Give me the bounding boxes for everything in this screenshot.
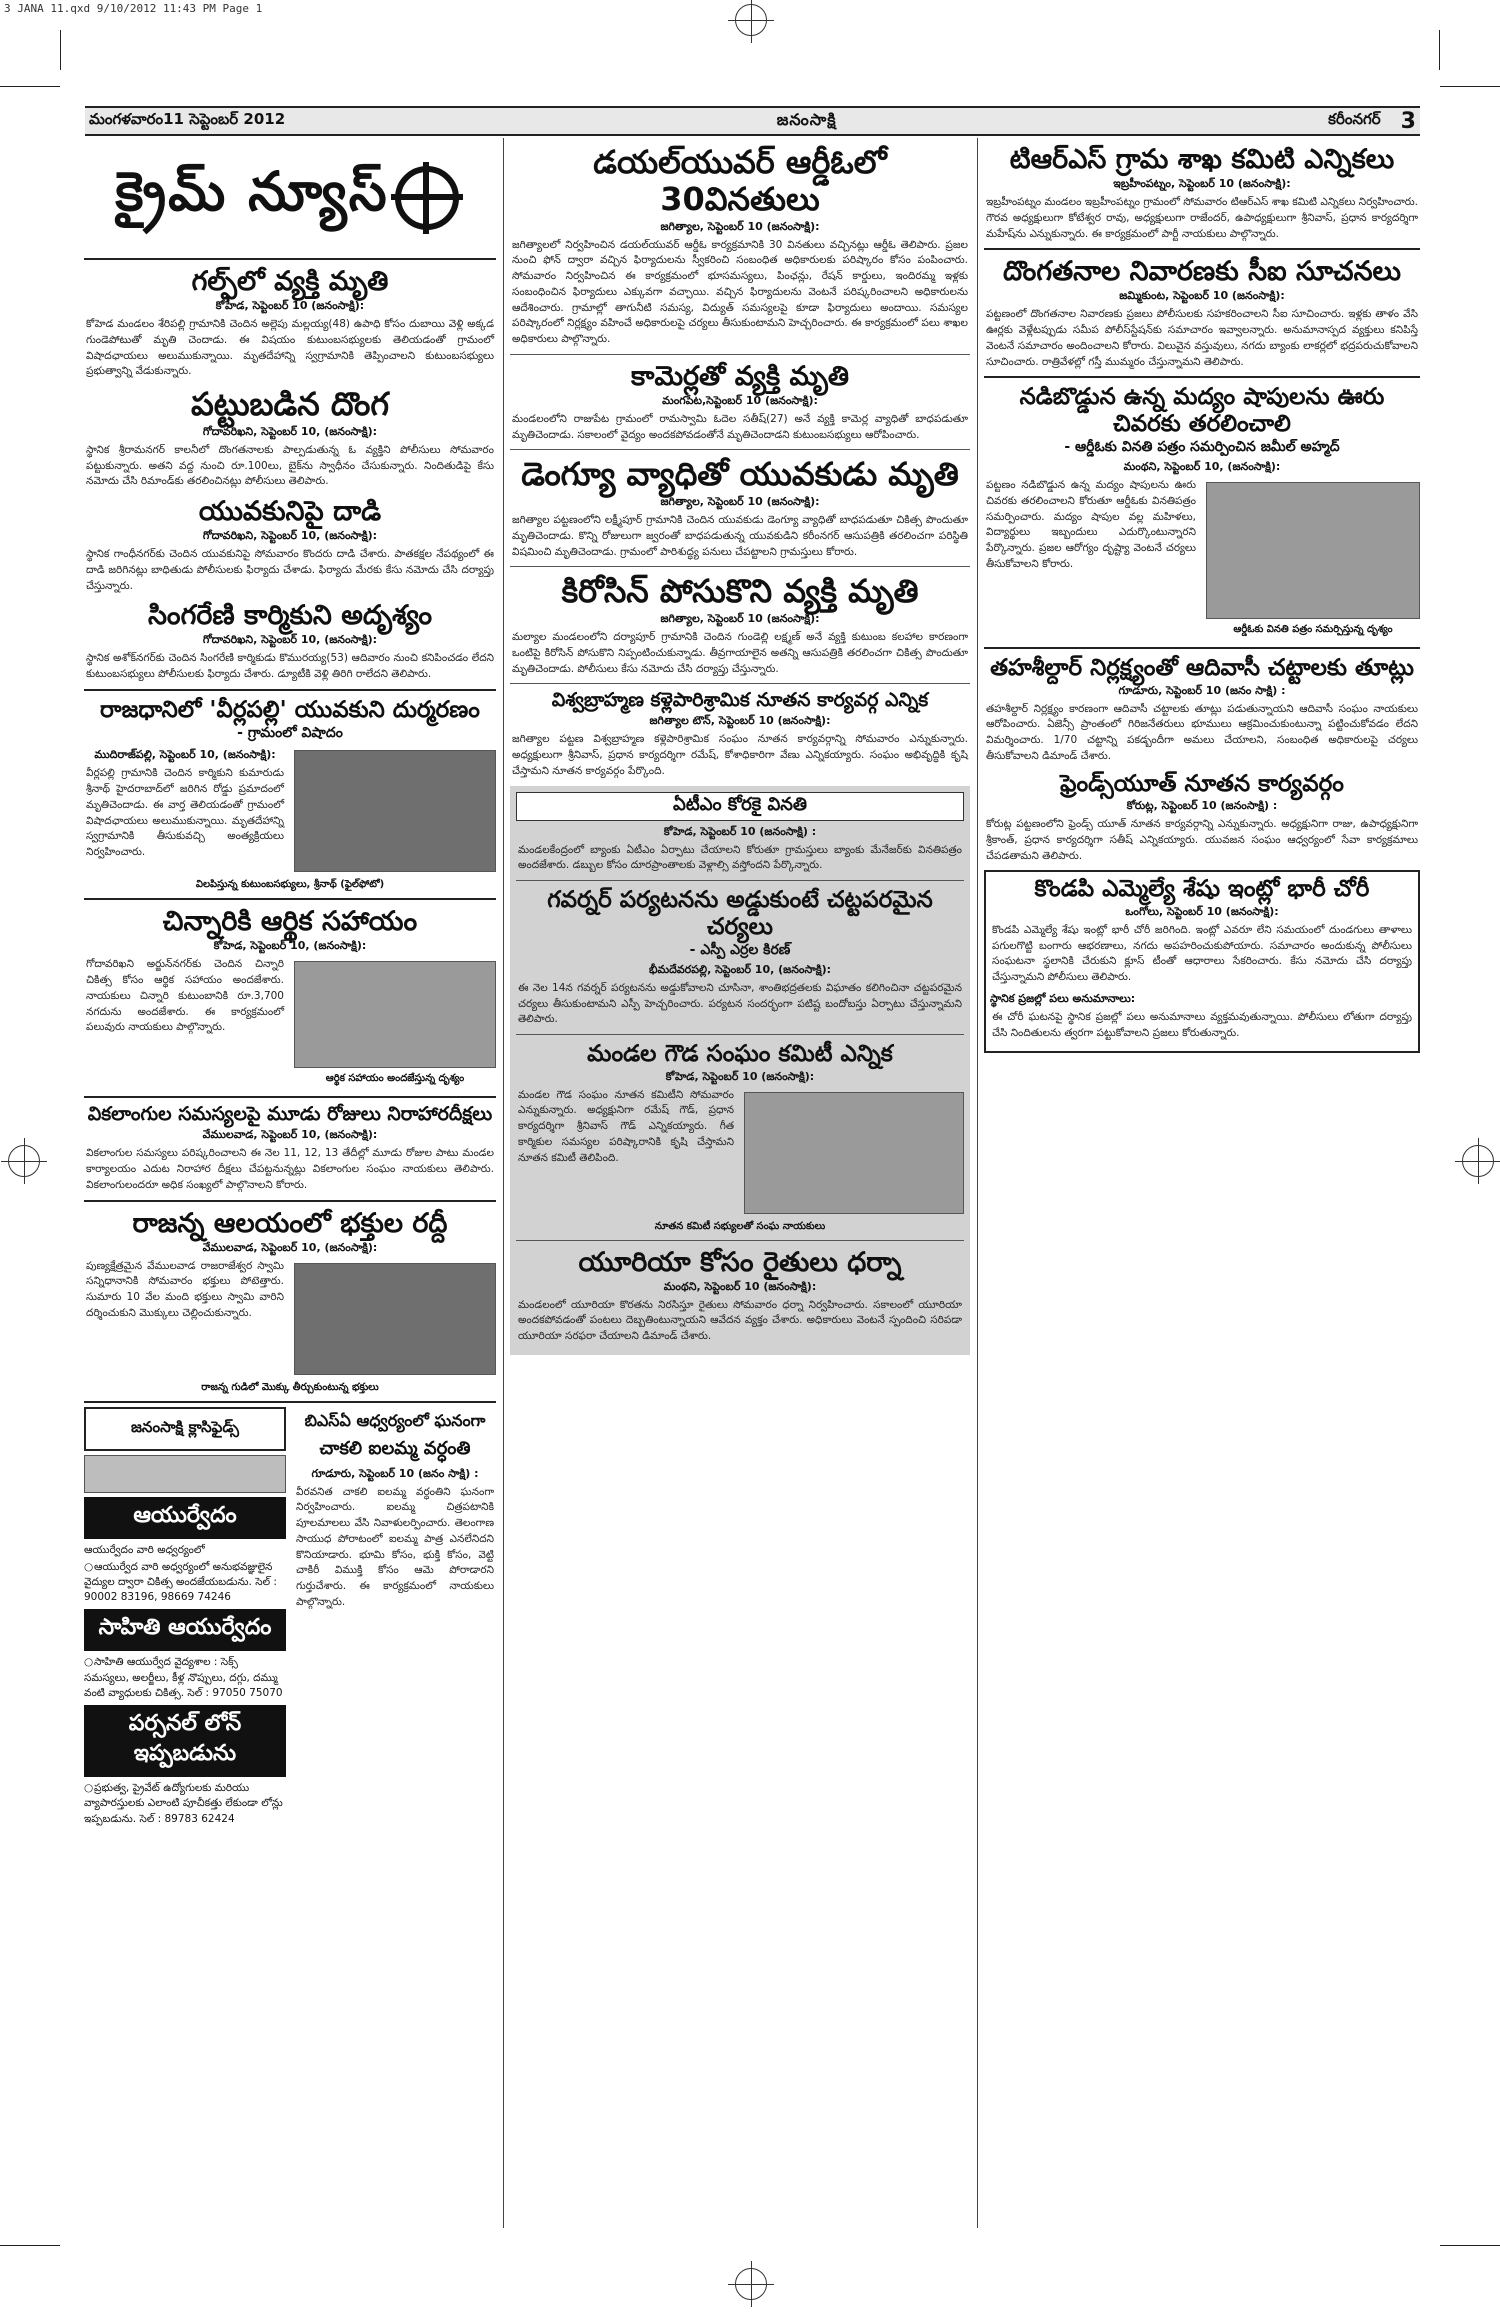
registration-mark [735,4,767,36]
article-body: కొండపి ఎమ్మెల్యే శేషు ఇంట్లో భారీ చోరీ జరిగింది. ఇంట్లో ఎవరూ లేని సమయంలో దుండగులు తాళాలు పగులగొట్టి బంగారు ఆభరణాలు, నగదు అపహరించుకుపోయారు. సమాచారం అందుకున్న పోలీసులు సంఘటనా స్థలానికి చేరుకుని క్లూస్ టీంతో ఆధారాలు సేకరించారు. కేసు నమోదు చేసి దర్యాప్తు చేస్తున్నామని పోలీసులు తెలిపారు. [992,923,1412,984]
crop-mark [1440,86,1500,87]
divider [984,647,1420,649]
article-body: పుణ్యక్షేత్రమైన వేములవాడ రాజరాజేశ్వర స్వామి సన్నిధానానికి సోమవారం భక్తులు పోటెత్తారు. సుమారు 10 వేల మంది భక్తులు స్వామి వారిని దర్శించుకుని మొక్కులు చెల్లించుకున్నారు. [86,1259,284,1319]
crop-mark [60,30,61,70]
crop-mark [0,2245,60,2246]
ad-text: సాహితి ఆయుర్వేద వైద్యశాల : సెక్స్ సమస్యలు, అలర్జీలు, కీళ్ల నొప్పులు, దగ్గు, దమ్ము వంటి వ్యాధులకు చికిత్స. సెల్ : 97050 75070 [84,1656,283,1699]
headline: చిన్నారికి ఆర్థిక సహాయం [162,906,418,938]
column-1 [84,138,496,1829]
dateline: గూడూరు, సెప్టెంబర్ 10 (జనం సాక్షి) : [1118,683,1286,697]
headline: ఏటీఎం కోరకై వినతి [516,792,964,821]
article-body: మండలంలోని రాజుపేట గ్రామంలో రామస్వామి ఓదెల సతీష్(27) అనే వ్యక్తి కామెర్ల వ్యాధితో బాధపడుతూ మృతిచెందాడు. సకాలంలో వైద్యం అందకపోవడంతోనే మృతిచెందాడని కుటుంబసభ్యులు ఆరోపించారు. [512,412,968,441]
dateline: గూడూరు, సెప్టెంబర్ 10 (జనం సాక్షి) : [311,1466,479,1480]
article-body: ఈ చోరీ ఘటనపై స్థానిక ప్రజల్లో పలు అనుమానాలు వ్యక్తమవుతున్నాయి. పోలీసులు లోతుగా దర్యాప్తు చేసి నిందితులను త్వరగా పట్టుకోవాలని ప్రజలు కోరుతున్నారు. [992,1010,1412,1039]
article-body: పట్టణం నడిబొడ్డున ఉన్న మద్యం షాపులను ఊరు చివరకు తరలించాలని కోరుతూ ఆర్డీఓకు వినతిపత్రం సమర్పించారు. మద్యం షాపుల వల్ల మహిళలు, విద్యార్థులు ఇబ్బందులు ఎదుర్కొంటున్నారని పేర్కొన్నారు. ప్రజల ఆరోగ్యం దృష్ట్యా వెంటనే చర్యలు తీసుకోవాలని కోరారు. [986,479,1196,570]
column-divider [503,138,504,2228]
headline: ఫ్రెండ్స్‌యూత్ నూతన కార్యవర్గం [1060,770,1344,797]
headline: గల్ఫ్‌లో వ్యక్తి మృతి [191,266,389,297]
article-body: స్థానిక శ్రీరామనగర్ కాలనీలో దొంగతనాలకు పాల్పడుతున్న ఓ వ్యక్తిని పోలీసులు సోమవారం పట్టుకున్నారు. అతని వద్ద నుంచి రూ.100లు, బైక్‌ను స్వాధీనం చేసుకున్నారు. నిందితుడిపై కేసు నమోదు చేసి రిమాండ్‌కు తరలించినట్లు పోలీసులు తెలిపారు. [86,443,494,488]
column-3 [984,138,1420,1059]
crop-mark [1439,30,1440,70]
dateline: కోహెడ, సెప్టెంబర్ 10 (జనంసాక్షి) : [663,824,817,838]
headline: డెంగ్యూ వ్యాధితో యువకుడు మృతి [521,455,959,494]
print-slug: 3 JANA 11.qxd 9/10/2012 11:43 PM Page 1 [4,2,263,15]
headline: వికలాంగుల సమస్యలపై మూడు రోజులు నిరాహారదీక్షలు [87,1103,493,1126]
headline: బిఎస్‌ఏ ఆధ్వర్యంలో ఘనంగా [304,1410,486,1430]
article-body: జగిత్యాల పట్టణ విశ్వబ్రాహ్మణ కళ్లెపారిశ్రామిక సంఘం నూతన కార్యవర్గాన్ని సోమవారం ఎన్నుకున్నారు. అధ్యక్షులుగా శ్రీనివాస్, ప్రధాన కార్యదర్శిగా రమేష్, కోశాధికారిగా వేణు ఎన్నికయ్యారు. సంఘం అభివృద్ధికి కృషి చేస్తామని నూతన కార్యవర్గం పేర్కొంది. [512,733,968,777]
headline: కిరోసిన్ పోసుకొని వ్యక్తి మృతి [561,572,919,611]
dateline: మంగపేట,సెప్టెంబర్ 10 (జనంసాక్షి): [662,393,818,407]
divider [516,1034,964,1035]
news-photo [1206,482,1420,619]
subheadline: - ఎస్పీ ఎర్రల కిరణ్ [689,941,791,958]
dateline: ఇబ్రహీంపట్నం, సెప్టెంబర్ 10 (జనంసాక్షి): [1113,177,1291,191]
divider [510,566,970,567]
headline: టిఆర్ఎస్ గ్రామ శాఖ కమిటి ఎన్నికలు [1009,144,1395,175]
dateline: ఒంగోలు, సెప్టెంబర్ 10 (జనంసాక్షి): [1125,904,1279,918]
headline: మండల గౌడ సంఘం కమిటీ ఎన్నిక [587,1041,893,1068]
ayurveda-box-subtitle: ఆయుర్వేదం వారి అధ్వర్యంలో [84,1543,205,1556]
column-divider [977,138,978,2228]
dateline: కోహెడ, సెప్టెంబర్ 10, (జనంసాక్షి): [213,939,367,953]
article-body: తహశీల్దార్ నిర్లక్ష్యం కారణంగా ఆదివాసీ చట్టాలకు తూట్లు పడుతున్నాయని ఆదివాసీ సంఘం నాయకులు ఆరోపించారు. ఏజెన్సీ ప్రాంతంలో గిరిజనేతరులు భూములు ఆక్రమించుకుంటున్నా పట్టించుకోవడం లేదని విమర్శించారు. 1/70 చట్టాన్ని పకడ్బందీగా అమలు చేయాలని, సంబంధిత అధికారులపై చర్యలు తీసుకోవాలని డిమాండ్ చేశారు. [986,702,1418,762]
article-body: పట్టణంలో దొంగతనాల నివారణకు ప్రజలు పోలీసులకు సహకరించాలని సీఐ సూచించారు. ఇళ్లకు తాళం వేసి ఊర్లకు వెళ్లేటప్పుడు సమీప పోలీస్‌స్టేషన్‌కు సమాచారం ఇవ్వాలన్నారు. అనుమానాస్పద వ్యక్తులు కనిపిస్తే వెంటనే సమాచారం అందించాలని కోరారు. విలువైన వస్తువులు, నగదు బ్యాంకు లాకర్లలో భద్రపరుచుకోవాలని సూచించారు. రాత్రివేళల్లో గస్తీ ముమ్మరం చేస్తున్నామని తెలిపారు. [986,308,1418,368]
article-body: మండలకేంద్రంలో బ్యాంకు ఏటీఎం ఏర్పాటు చేయాలని కోరుతూ గ్రామస్తులు బ్యాంకు మేనేజర్‌కు వినతిపత్రం అందజేశారు. డబ్బుల కోసం దూరప్రాంతాలకు వెళ్లాల్సి వస్తోందని పేర్కొన్నారు. [518,843,962,872]
sahiti-box: సాహితి ఆయుర్వేదం [84,1609,286,1651]
headline: యూరియా కోసం రైతులు ధర్నా [578,1246,902,1278]
classifieds-logo: జనంసాక్షి క్లాసిఫైడ్స్ [84,1407,286,1451]
dateline: మంథని, సెప్టెంబర్ 10, (జనంసాక్షి): [1123,460,1281,474]
headline: నడిబొడ్డున ఉన్న మద్యం షాపులను ఊరు చివరకు తరలించాలి [1019,384,1385,437]
article-body: ఈ నెల 14న గవర్నర్ పర్యటనను అడ్డుకోవాలని చూసినా, శాంతిభద్రతలకు విఘాతం కలిగించినా చట్టపరమైన చర్యలు తీసుకుంటామని ఎస్పీ హెచ్చరించారు. పర్యటన సందర్భంగా పటిష్ట బందోబస్తు ఏర్పాటు చేస్తున్నామని తెలిపారు. [518,981,962,1026]
headline: కామెర్లతో వ్యక్తి మృతి [631,360,849,392]
dateline: జగిత్యాల, సెప్టెంబర్ 10 (జనంసాక్షి): [660,219,820,233]
divider [516,1240,964,1241]
divider [84,898,496,900]
dateline: జమ్మికుంట, సెప్టెంబర్ 10 (జనంసాక్షి): [1119,289,1285,303]
photo-caption: రాజన్న గుడిలో మొక్కు తీర్చుకుంటున్న భక్తులు [201,1381,379,1393]
headline: కొండపి ఎమ్మెల్యే శేషు ఇంట్లో భారీ చోరీ [1034,876,1370,903]
article-body: ఇబ్రహీంపట్నం మండలం ఇబ్రహీంపట్నం గ్రామంలో సోమవారం టిఆర్ఎస్ శాఖ కమిటి ఎన్నికలు నిర్వహించారు. గౌరవ అధ్యక్షులుగా కోటేశ్వర రావు, అధ్యక్షులుగా రాజేందర్, ఉపాధ్యక్షులుగా శ్రీనివాస్, ప్రధాన కార్యదర్శిగా మహేష్‌ను ఎన్నుకున్నారు. ఈ కార్యక్రమంలో పార్టీ నాయకులు పాల్గొన్నారు. [986,196,1418,240]
boxed-article [984,870,1420,1053]
article-body: కోరుట్ల పట్టణంలోని ఫ్రెండ్స్ యూత్ నూతన కార్యవర్గాన్ని ఎన్నుకున్నారు. అధ్యక్షునిగా రాజు, ఉపాధ్యక్షునిగా శ్రీకాంత్, ప్రధాన కార్యదర్శిగా సతీష్ ఎన్నికయ్యారు. యువజన సంఘం ఆధ్వర్యంలో సేవా కార్యక్రమాలు చేపడతామని తెలిపారు. [986,818,1418,862]
article-body: కోహెడ మండలం శేరిపల్లి గ్రామానికి చెందిన అల్లెపు మల్లయ్య(48) ఉపాధి కోసం దుబాయి వెళ్లి అక్కడ గుండెపోటుతో మృతి చెందాడు. ఈ విషయం కుటుంబసభ్యులకు తెలియడంతో గ్రామంలో విషాదఛాయలు అలుముకున్నాయి. మృతదేహాన్ని స్వగ్రామానికి తెప్పించాలని కుటుంబసభ్యులు ప్రభుత్వాన్ని వేడుకున్నారు. [86,318,494,378]
divider [84,1401,496,1403]
dateline: వేములవాడ, సెప్టెంబర్ 10, (జనంసాక్షి): [202,1240,378,1254]
crime-news-logo-text: క్రైమ్ న్యూస్ [115,159,389,223]
ayurveda-banner-image [84,1455,286,1493]
crop-mark [1440,2245,1500,2246]
photo-caption: విలపిస్తున్న కుటుంబసభ్యులు, శ్రీనాథ్ (ఫైల్‌ఫోటో) [195,879,385,891]
dateline: కోహెడ, సెప్టెంబర్ 10 (జనంసాక్షి): [215,299,365,313]
article-body: వీర్లపల్లి గ్రామానికి చెందిన కార్మికుని కుమారుడు శ్రీనాథ్ హైదరాబాద్‌లో జరిగిన రోడ్డు ప్రమాదంలో మృతిచెందాడు. ఈ వార్త తెలియడంతో గ్రామంలో విషాదఛాయలు అలుముకున్నాయి. మృతదేహాన్ని స్వగ్రామానికి తీసుకువచ్చి అంత్యక్రియలు నిర్వహించారు. [86,767,284,859]
loan-box: పర్సనల్ లోన్ ఇప్పబడును [84,1705,286,1777]
registration-mark [735,2268,767,2300]
headline: రాజన్న ఆలయంలో భక్తుల రద్దీ [132,1207,448,1239]
article-body: వికలాంగుల సమస్యలు పరిష్కరించాలని ఈ నెల 11, 12, 13 తేదీల్లో మూడు రోజుల పాటు మండల కార్యాలయం ఎదుట నిరాహార దీక్షలు చేపట్టనున్నట్లు వికలాంగుల సంఘం నాయకులు తెలిపారు. వికలాంగులందరూ అధిక సంఖ్యలో పాల్గొనాలని కోరారు. [86,1147,494,1191]
article-body: స్థానిక అశోక్‌నగర్‌కు చెందిన సింగరేణి కార్మికుడు కొమురయ్య(53) ఆదివారం నుంచి కనిపించడం లేదని కుటుంబసభ్యులు పోలీసులకు ఫిర్యాదు చేశారు. డ్యూటీకి వెళ్లి తిరిగి రాలేదని తెలిపారు. [86,652,494,681]
classified-ad: ○ప్రభుత్వ, ప్రైవేట్ ఉద్యోగులకు మరియు వ్యాపారస్తులకు ఎలాంటి పూచీకత్తు లేకుండా లోన్లు ఇప్పబడును. సెల్ : 89783 62424 [84,1782,283,1825]
classifieds-section [84,1407,496,1829]
dateline: ముదిరాజ్‌పల్లి, సెప్టెంబర్ 10, (జనంసాక్షి): [94,748,276,762]
divider [516,880,964,881]
registration-mark [1462,1145,1494,1177]
registration-mark [8,1145,40,1177]
dateline: వేములవాడ, సెప్టెంబర్ 10, (జనంసాక్షి): [202,1128,378,1142]
article-body: జగిత్యాలలో నిర్వహించిన డయల్‌యువర్ ఆర్డీఓ కార్యక్రమానికి 30 వినతులు వచ్చినట్లు ఆర్డీఓ తెలిపారు. ప్రజల నుంచి ఫోన్ ద్వారా వచ్చిన ఫిర్యాదులను స్వీకరించి సంబంధిత అధికారులకు పరిష్కారం కోసం పంపించారు. సోమవారం నిర్వహించిన ఈ కార్యక్రమంలో భూసమస్యలు, పింఛన్లు, రేషన్ కార్డులు, ఇందిరమ్మ ఇళ్లకు సంబంధించిన ఫిర్యాదులు ఎక్కువగా వచ్చాయి. వచ్చిన ఫిర్యాదులను వెంటనే పరిష్కరించాలని అధికారులను ఆదేశించారు. గ్రామాల్లో తాగునీటి సమస్య, విద్యుత్ సమస్యలపై కూడా ఫిర్యాదులు అందాయి. సమస్యల పరిష్కారంలో నిర్లక్ష్యం వహించే అధికారులపై చర్యలు తీసుకుంటామని హెచ్చరించారు. ఈ కార్యక్రమంలో పలు శాఖల అధికారులు పాల్గొన్నారు. [512,238,968,346]
photo-caption: ఆర్థిక సహాయం అందజేస్తున్న దృశ్యం [325,1073,465,1085]
dateline: జగిత్యాల, సెప్టెంబర్ 10 (జనంసాక్షి): [660,495,820,509]
divider [510,683,970,684]
divider [510,449,970,450]
issue-date: మంగళవారం11 సెప్టెంబర్ 2012 [89,110,286,128]
divider [84,1200,496,1202]
subheadline: - ఆర్డీఓకు వినతి పత్రం సమర్పించిన జమీల్ అహ్మద్ [1064,439,1340,456]
headline: యువకునిపై దాడి [198,496,382,528]
photo-caption: ఆర్డీఓకు వినతి పత్రం సమర్పిస్తున్న దృశ్యం [1233,624,1393,636]
dateline: మంథని, సెప్టెంబర్ 10 (జనంసాక్షి): [663,1279,817,1293]
divider [510,354,970,355]
dateline: కోహెడ, సెప్టెంబర్ 10 (జనంసాక్షి): [665,1069,815,1083]
headline: పట్టుబడిన దొంగ [191,385,389,424]
subheading: స్థానిక ప్రజల్లో పలు అనుమానాలు: [990,991,1136,1005]
dateline: గోదావరిఖని, సెప్టెంబర్ 10, (జనంసాక్షి): [202,424,378,438]
divider [984,376,1420,378]
headline: చాకలి ఐలమ్మ వర్ధంతి [319,1437,471,1459]
article-body: వీరవనిత చాకలి ఐలమ్మ వర్ధంతిని ఘనంగా నిర్వహించారు. ఐలమ్మ చిత్రపటానికి పూలమాలలు వేసి నివాళులర్పించారు. తెలంగాణ సాయుధ పోరాటంలో ఐలమ్మ పాత్ర ఎనలేనిదని కొనియాడారు. భూమి కోసం, భుక్తి కోసం, వెట్టి చాకిరీ విముక్తి కోసం ఆమె పోరాడారని గుర్తుచేశారు. ఈ కార్యక్రమంలో నాయకులు పాల్గొన్నారు. [296,1485,494,1608]
dateline: జగిత్యాల టౌన్, సెప్టెంబర్ 10 (జనంసాక్షి): [649,714,831,728]
article-body: మల్యాల మండలంలోని దర్యాపూర్ గ్రామానికి చెందిన గుండెల్లి లక్ష్మణ్ అనే వ్యక్తి కుటుంబ కలహాల కారణంగా ఒంటిపై కిరోసిన్ పోసుకొని నిప్పంటించుకున్నాడు. తీవ్రగాయాలైన అతన్ని ఆసుపత్రికి తరలించగా చికిత్స పొందుతూ మృతిచెందాడు. పోలీసులు కేసు నమోదు చేసి దర్యాప్తు చేస్తున్నారు. [512,631,968,675]
divider [84,689,496,691]
headline: దొంగతనాల నివారణకు సీఐ సూచనలు [1002,256,1402,288]
dateline: కోరుట్ల, సెప్టెంబర్ 10 (జనంసాక్షి) : [1126,799,1278,813]
crop-mark [0,86,60,87]
photo-caption: నూతన కమిటీ సభ్యులతో సంఘ నాయకులు [654,1220,826,1232]
crosshair-icon [395,166,459,230]
ayurveda-box: ఆయుర్వేదం [84,1497,286,1539]
headline: గవర్నర్ పర్యటనను అడ్డుకుంటే చట్టపరమైన చర్యలు [547,887,933,940]
divider [84,1096,496,1098]
article-body: మండలంలో యూరియా కొరతను నిరసిస్తూ రైతులు సోమవారం ధర్నా నిర్వహించారు. సకాలంలో యూరియా అందకపోవడంతో పంటలు దెబ్బతింటున్నాయని ఆవేదన వ్యక్తం చేశారు. అధికారులు వెంటనే స్పందించి సరిపడా యూరియా సరఫరా చేయాలని డిమాండ్ చేశారు. [518,1298,962,1343]
headline: డయల్‌యువర్ ఆర్డీఓలో 30వినతులు [593,143,887,218]
masthead-logo: జనంసాక్షి [776,109,837,129]
article-body: మండల గౌడ సంఘం నూతన కమిటీని సోమవారం ఎన్నుకున్నారు. అధ్యక్షునిగా రమేష్ గౌడ్, ప్రధాన కార్యదర్శిగా శ్రీనివాస్ గౌడ్ ఎన్నికయ్యారు. గీత కార్మికుల సమస్యల పరిష్కారానికి కృషి చేస్తామని నూతన కమిటీ తెలిపింది. [518,1088,734,1164]
headline: రాజధానిలో 'వీర్లపల్లి' యువకుని దుర్మరణం [100,696,480,723]
article-body: స్థానిక గాంధీనగర్‌కు చెందిన యువకునిపై సోమవారం కొందరు దాడి చేశారు. పాతకక్షల నేపథ్యంలో ఈ దాడి జరిగినట్లు బాధితుడు పోలీసులకు ఫిర్యాదు చేశాడు. ఫిర్యాదు మేరకు కేసు నమోదు చేసి దర్యాప్తు చేస్తున్నారు. [86,548,494,592]
column-2 [510,138,970,1361]
ad-text: ప్రభుత్వ, ప్రైవేట్ ఉద్యోగులకు మరియు వ్యాపారస్తులకు ఎలాంటి పూచీకత్తు లేకుండా లోన్లు ఇప్పబడును. సెల్ : 89783 62424 [84,1782,283,1825]
news-photo [294,961,496,1068]
crime-news-logo [84,138,496,260]
headline: విశ్వబ్రాహ్మణ కళ్లెపారిశ్రామిక నూతన కార్యవర్గ ఎన్నిక [551,689,929,712]
article-body: జగిత్యాల పట్టణంలోని లక్ష్మీపూర్ గ్రామానికి చెందిన యువకుడు డెంగ్యూ వ్యాధితో బాధపడుతూ చికిత్స పొందుతూ మృతిచెందాడు. కొన్ని రోజులుగా జ్వరంతో బాధపడుతున్న యువకుడిని కరీంనగర్ ఆసుపత్రికి తరలించగా పరిస్థితి విషమించి మృతిచెందాడు. గ్రామంలో పారిశుద్ధ్య పనులు చేపట్టాలని గ్రామస్తులు కోరారు. [512,514,968,558]
news-photo [744,1092,964,1214]
classified-ad: ○ఆయుర్వేద వారి అధ్వర్యంలో అనుభవజ్ఞులైన వైద్యుల ద్వారా చికిత్స అందజేయబడును. సెల్ : 90002 83196, 98669 74246 [84,1560,277,1604]
dateline: గోదావరిఖని, సెప్టెంబర్ 10, (జనంసాక్షి): [202,633,378,647]
classified-ad: ○సాహితి ఆయుర్వేద వైద్యశాల : సెక్స్ సమస్యలు, అలర్జీలు, కీళ్ల నొప్పులు, దగ్గు, దమ్ము వంటి వ్యాధులకు చికిత్స. సెల్ : 97050 75070 [84,1656,283,1699]
shaded-news-box [510,786,970,1355]
ad-text: ఆయుర్వేద వారి అధ్వర్యంలో అనుభవజ్ఞులైన వైద్యుల ద్వారా చికిత్స అందజేయబడును. సెల్ : 90002 83196, 98669 74246 [84,1560,277,1604]
article-body: గోదావరిఖని అర్జున్‌నగర్‌కు చెందిన చిన్నారి చికిత్స కోసం ఆర్థిక సహాయం అందజేశారు. నాయకులు చిన్నారి కుటుంబానికి రూ.3,700 నగదును అందజేశారు. ఈ కార్యక్రమంలో పలువురు నాయకులు పాల్గొన్నారు. [86,958,284,1034]
news-photo [294,1263,496,1375]
dateline: గోదావరిఖని, సెప్టెంబర్ 10, (జనంసాక్షి): [202,529,378,543]
news-photo [294,750,496,872]
edition-city: కరీంనగర్ [1328,110,1381,128]
page-header [85,106,1420,136]
page-number: 3 [1400,108,1416,134]
headline: తహశీల్దార్ నిర్లక్ష్యంతో ఆదివాసీ చట్టాలకు తూట్లు [990,655,1414,682]
subheadline: - గ్రామంలో విషాదం [237,725,343,742]
divider [984,248,1420,250]
dateline: భీమదేవరపల్లి, సెప్టెంబర్ 10, (జనంసాక్షి): [648,962,832,976]
dateline: జగిత్యాల, సెప్టెంబర్ 10 (జనంసాక్షి): [660,612,820,626]
headline: సింగరేణి కార్మికుని అదృశ్యం [147,600,433,632]
